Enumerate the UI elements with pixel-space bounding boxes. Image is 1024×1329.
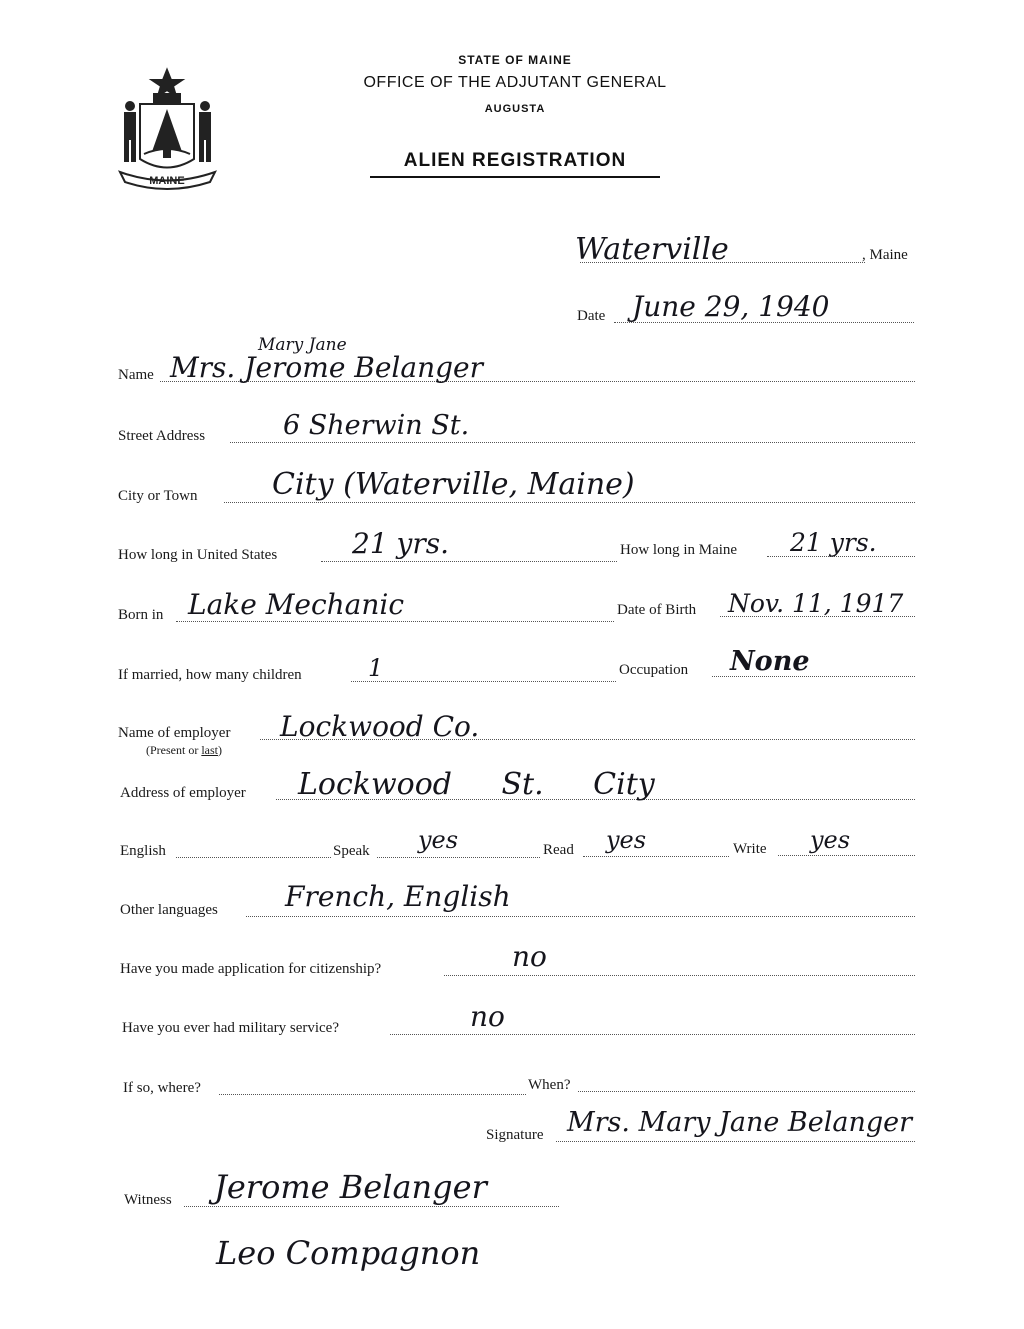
employer-label: Name of employer: [118, 725, 231, 741]
citizenship-value: no: [512, 940, 547, 973]
date-value: June 29, 1940: [632, 290, 830, 323]
witness-value: Jerome Belanger: [214, 1168, 487, 1206]
write-line: [778, 855, 915, 856]
english-line: [176, 857, 331, 858]
read-label: Read: [543, 842, 574, 858]
occupation-value: None: [730, 646, 810, 677]
when-label: When?: [528, 1077, 571, 1093]
where-label: If so, where?: [123, 1080, 201, 1096]
seal-banner-text: MAINE: [149, 175, 185, 187]
how-long-maine-value: 21 yrs.: [790, 528, 877, 557]
other-languages-value: French, English: [285, 880, 511, 913]
children-label: If married, how many children: [118, 667, 302, 683]
city-value: City (Waterville, Maine): [272, 467, 635, 502]
speak-value: yes: [418, 826, 459, 854]
read-line: [583, 856, 729, 857]
header-city: AUGUSTA: [484, 103, 546, 115]
military-line: [390, 1034, 915, 1035]
employer-address-value: Lockwood St. City: [298, 767, 655, 802]
where-line: [219, 1094, 526, 1095]
signature-label: Signature: [486, 1127, 544, 1143]
employer-sub-label-last: last: [201, 743, 218, 757]
write-label: Write: [733, 841, 767, 857]
state-seal-icon: [110, 64, 225, 192]
born-in-label: Born in: [118, 607, 164, 623]
name-value: Mrs. Jerome Belanger: [170, 351, 483, 384]
city-line: [224, 502, 915, 503]
occupation-label: Occupation: [619, 662, 689, 678]
speak-label: Speak: [333, 843, 370, 859]
read-value: yes: [606, 826, 647, 854]
how-long-maine-label: How long in Maine: [620, 542, 738, 558]
citizenship-line: [444, 975, 915, 976]
write-value: yes: [810, 826, 851, 854]
employer-sub-label-pre: (Present or: [146, 743, 202, 757]
born-in-line: [176, 621, 614, 622]
employer-address-label: Address of employer: [120, 785, 246, 801]
city-label: City or Town: [118, 488, 198, 504]
dob-label: Date of Birth: [617, 602, 697, 618]
how-long-us-label: How long in United States: [118, 547, 278, 563]
name-inserted: Mary Jane: [258, 335, 347, 355]
how-long-us-value: 21 yrs.: [352, 527, 450, 560]
other-languages-label: Other languages: [120, 902, 218, 918]
form-title: ALIEN REGISTRATION: [370, 150, 660, 178]
signature-line: [556, 1141, 915, 1142]
employer-sub-label-post: ): [218, 743, 222, 757]
dob-value: Nov. 11, 1917: [728, 589, 904, 618]
children-line: [351, 681, 616, 682]
witness-label: Witness: [124, 1192, 172, 1208]
other-languages-line: [246, 916, 915, 917]
citizenship-label: Have you made application for citizenship?: [120, 961, 382, 977]
header-office: OFFICE OF THE ADJUTANT GENERAL: [363, 74, 667, 91]
street-label: Street Address: [118, 428, 206, 444]
employer-sub-label: [146, 743, 222, 758]
name-label: Name: [118, 367, 154, 383]
employer-value: Lockwood Co.: [280, 710, 480, 743]
english-label: English: [120, 843, 166, 859]
street-value: 6 Sherwin St.: [283, 410, 470, 441]
place-value: Waterville: [575, 232, 729, 267]
when-line: [578, 1091, 915, 1092]
date-label: Date: [577, 308, 606, 324]
how-long-us-line: [321, 561, 617, 562]
witness-second-value: Leo Compagnon: [216, 1234, 481, 1272]
children-value: 1: [368, 654, 384, 682]
military-label: Have you ever had military service?: [122, 1020, 339, 1036]
military-value: no: [470, 1000, 505, 1033]
born-in-value: Lake Mechanic: [188, 588, 405, 621]
signature-value: Mrs. Mary Jane Belanger: [567, 1107, 913, 1138]
street-line: [230, 442, 915, 443]
witness-line: [184, 1206, 559, 1207]
place-label: , Maine: [862, 247, 908, 263]
header-state: STATE OF MAINE: [458, 53, 572, 67]
speak-line: [377, 857, 540, 858]
